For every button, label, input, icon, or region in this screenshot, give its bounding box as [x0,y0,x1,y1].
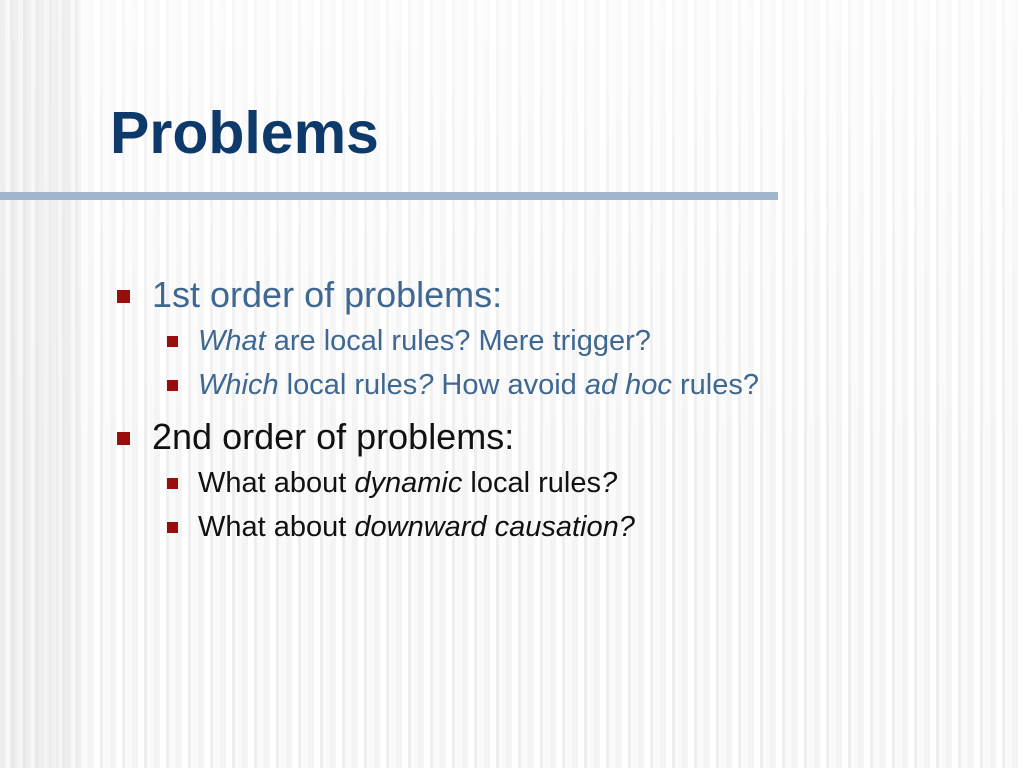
bullet-text: 2nd order of problems: [152,416,515,457]
bullet-text: What about [198,511,355,543]
background-stripe-band [0,0,78,768]
square-bullet-icon [167,478,178,489]
bullet-text-italic: downward causation? [354,511,635,543]
bullet-text-italic: Which [198,369,279,401]
bullet-text: What about [198,467,355,499]
bullet-text: local rules [278,369,418,401]
bullet-item-second-order [152,416,515,457]
bullet-text-italic: ad hoc [584,369,672,401]
bullet-text: How avoid [433,369,585,401]
square-bullet-icon [167,336,178,347]
bullet-text-italic: ? [601,467,618,499]
bullet-text-italic: What [198,325,266,357]
title-underline-rule [0,192,778,200]
sub-bullet-item-dynamic-local-rules [198,469,617,498]
bullet-text-italic: dynamic [354,467,463,499]
square-bullet-icon [117,432,130,445]
square-bullet-icon [167,380,178,391]
sub-bullet-item-downward-causation [198,513,635,542]
bullet-text: 1st order of problems: [152,274,503,315]
sub-bullet-item-which-local-rules [198,371,759,400]
bullet-text: local rules [462,467,601,499]
bullet-text-italic: ? [417,369,434,401]
slide-title: Problems [110,100,379,166]
square-bullet-icon [117,290,130,303]
sub-bullet-item-what-local-rules [198,327,651,356]
square-bullet-icon [167,522,178,533]
bullet-text: are local rules? Mere trigger? [265,325,651,357]
bullet-text: rules? [671,369,759,401]
bullet-item-first-order [152,274,503,315]
